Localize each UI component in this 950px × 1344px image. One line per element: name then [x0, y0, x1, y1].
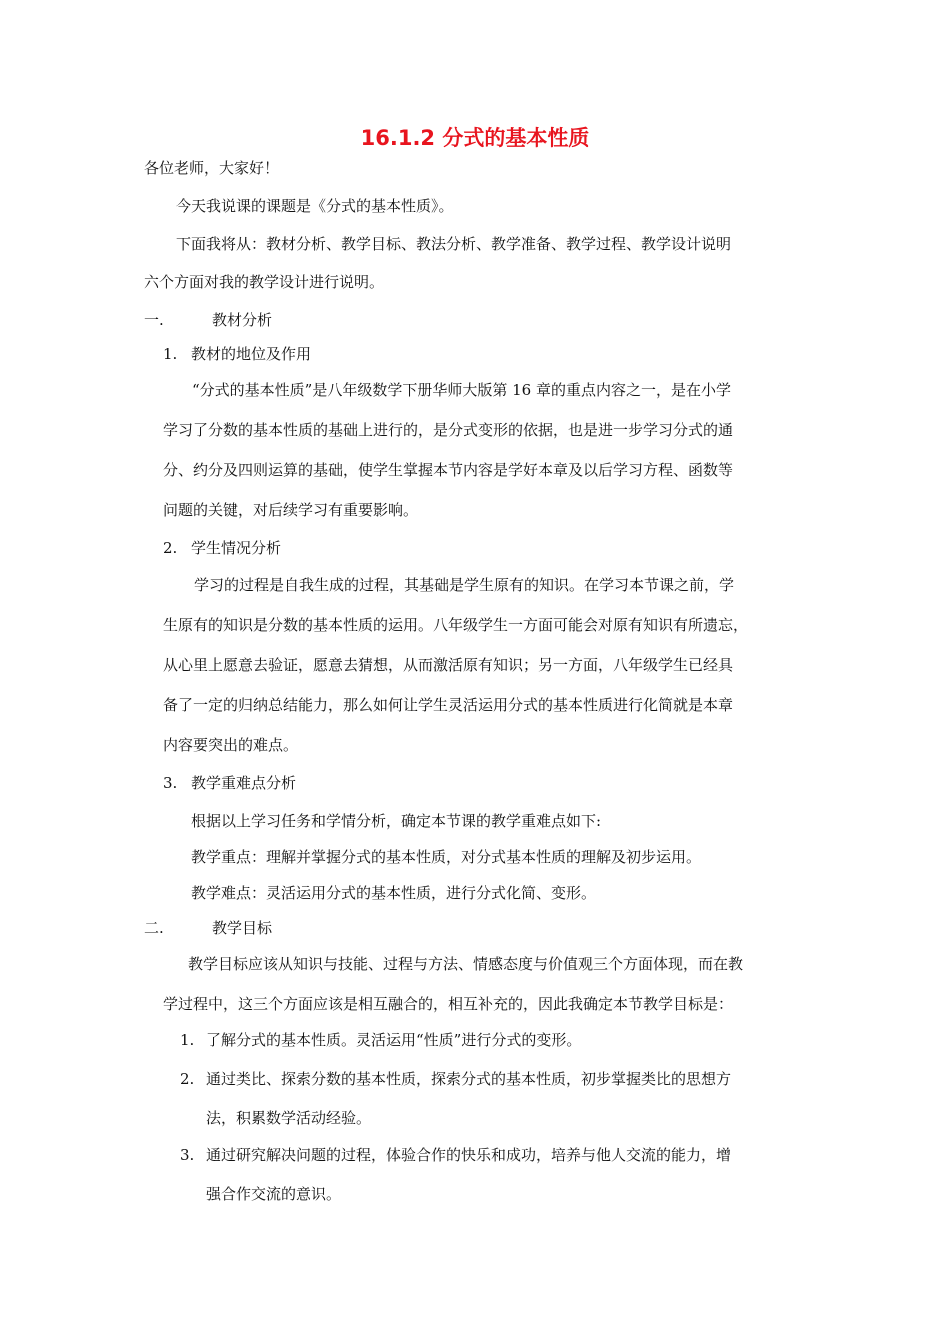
goal-3-text-line-2: 强合作交流的意识。: [206, 1185, 342, 1203]
paragraph-line: 学习的过程是自我生成的过程，其基础是学生原有的知识。在学习本节课之前，学: [194, 576, 735, 594]
greeting: 各位老师，大家好！: [144, 159, 280, 177]
intro-paragraph-2-line-2: 六个方面对我的教学设计进行说明。: [144, 273, 385, 291]
section-1-heading: 教材分析: [212, 311, 273, 329]
paragraph-line: 生原有的知识是分数的基本性质的运用。八年级学生一方面可能会对原有知识有所遗忘，: [163, 616, 749, 634]
paragraph-line: 问题的关键，对后续学习有重要影响。: [163, 501, 419, 519]
paragraph-line: 分、约分及四则运算的基础，使学生掌握本节内容是学好本章及以后学习方程、函数等: [163, 461, 734, 479]
section-1-number: 一.: [144, 311, 164, 329]
goal-1-text: 了解分式的基本性质。灵活运用“性质”进行分式的变形。: [206, 1031, 582, 1049]
paragraph-line: 学过程中，这三个方面应该是相互融合的，相互补充的，因此我确定本节教学目标是：: [163, 995, 734, 1013]
goal-1-number: 1.: [180, 1031, 195, 1049]
subsection-1-1-heading: 教材的地位及作用: [191, 345, 312, 363]
intro-paragraph-2-line-1: 下面我将从：教材分析、教学目标、教法分析、教学准备、教学过程、教学设计说明: [176, 235, 732, 253]
goal-3-number: 3.: [180, 1146, 195, 1164]
section-2-heading: 教学目标: [212, 919, 273, 937]
goal-2-text-line-1: 通过类比、探索分数的基本性质，探索分式的基本性质，初步掌握类比的思想方: [206, 1070, 732, 1088]
paragraph-line: 从心里上愿意去验证，愿意去猜想，从而激活原有知识；另一方面，八年级学生已经具: [163, 656, 734, 674]
goal-2-number: 2.: [180, 1070, 195, 1088]
paragraph-line: 教学难点：灵活运用分式的基本性质，进行分式化简、变形。: [191, 884, 597, 902]
paragraph-line: 备了一定的归纳总结能力，那么如何让学生灵活运用分式的基本性质进行化简就是本章: [163, 696, 734, 714]
paragraph-line: “分式的基本性质”是八年级数学下册华师大版第 16 章的重点内容之一，是在小学: [192, 381, 731, 399]
goal-3-text-line-1: 通过研究解决问题的过程，体验合作的快乐和成功，培养与他人交流的能力，增: [206, 1146, 732, 1164]
document-title: 16.1.2 分式的基本性质: [360, 126, 590, 150]
section-2-number: 二.: [144, 919, 164, 937]
intro-paragraph-1: 今天我说课的课题是《分式的基本性质》。: [176, 197, 454, 215]
subsection-1-2-number: 2.: [163, 539, 178, 557]
paragraph-line: 教学目标应该从知识与技能、过程与方法、情感态度与价值观三个方面体现，而在教: [188, 955, 744, 973]
subsection-1-2-heading: 学生情况分析: [191, 539, 282, 557]
paragraph-line: 内容要突出的难点。: [163, 736, 299, 754]
subsection-1-3-number: 3.: [163, 774, 178, 792]
paragraph-line: 根据以上学习任务和学情分析，确定本节课的教学重难点如下:: [191, 812, 602, 830]
goal-2-text-line-2: 法，积累数学活动经验。: [206, 1109, 372, 1127]
paragraph-line: 学习了分数的基本性质的基础上进行的，是分式变形的依据，也是进一步学习分式的通: [163, 421, 734, 439]
subsection-1-3-heading: 教学重难点分析: [191, 774, 297, 792]
paragraph-line: 教学重点：理解并掌握分式的基本性质，对分式基本性质的理解及初步运用。: [191, 848, 702, 866]
subsection-1-1-number: 1.: [163, 345, 178, 363]
